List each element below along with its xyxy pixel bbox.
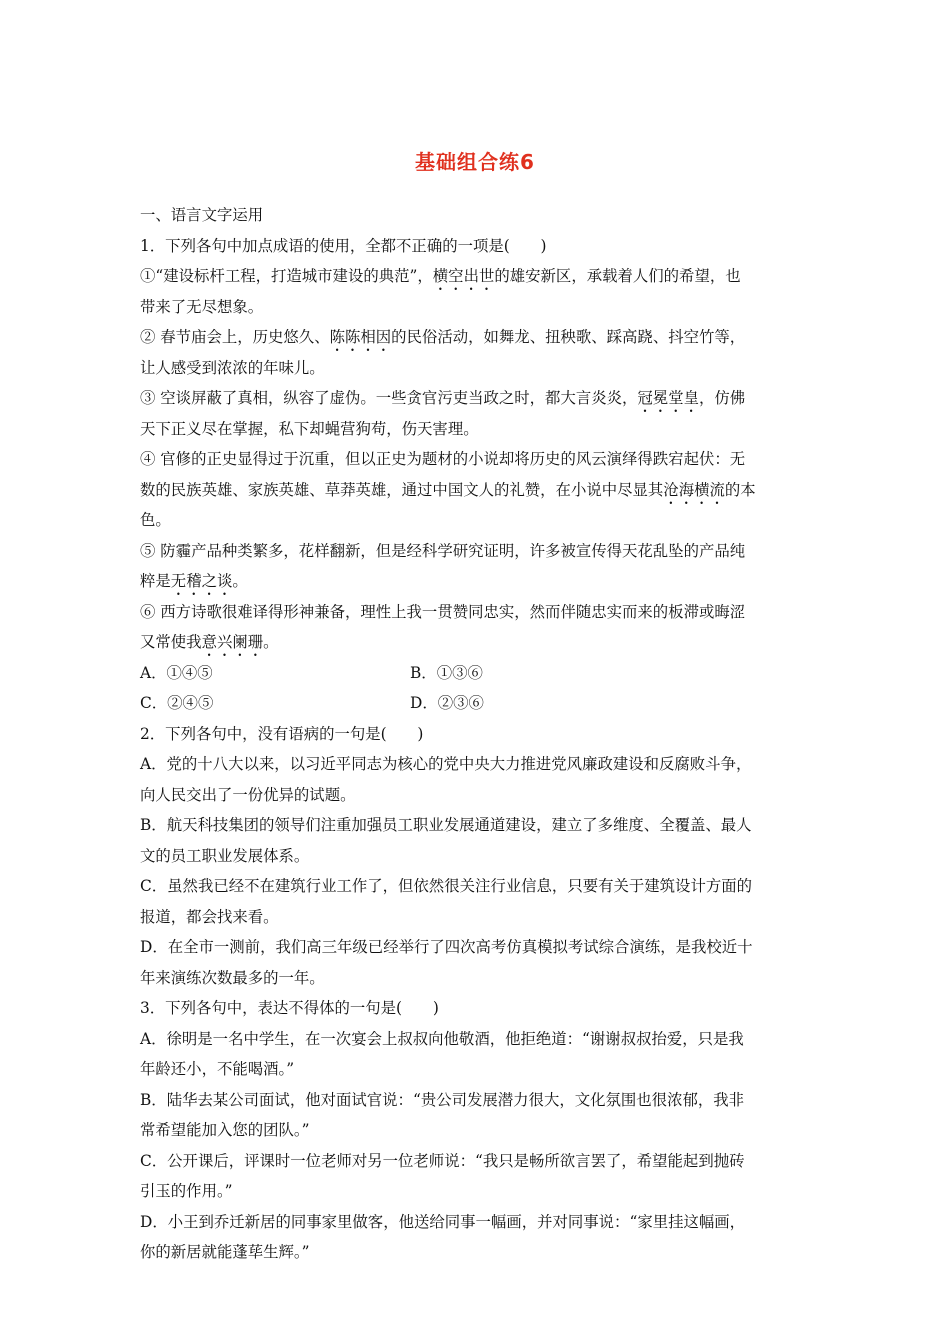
question-2-stem: 2．下列各句中，没有语病的一句是( )	[140, 724, 424, 743]
q3-option-a-line-1: A．徐明是一名中学生，在一次宴会上叔叔向他敬酒，他拒绝道：“谢谢叔叔抬爱，只是我	[140, 1029, 744, 1048]
dotted-idiom: 意兴阑珊	[201, 633, 264, 651]
dotted-idiom: 冠冕堂皇	[637, 389, 699, 407]
q1-option-a: A．①④⑤	[140, 663, 213, 682]
dotted-idiom: 沧海横流	[663, 480, 725, 499]
q1-sentence-5-line-2: 粹是无稽之谈。	[140, 572, 248, 590]
q2-option-c-line-2: 报道，都会找来看。	[140, 907, 279, 926]
q1-sentence-1-line-1: ①“建设标杆工程，打造城市建设的典范”，横空出世的雄安新区，承载着人们的希望，也	[140, 267, 741, 285]
q3-option-c-line-1: C．公开课后，评课时一位老师对另一位老师说：“我只是畅所欲言罢了，希望能起到抛砖	[140, 1151, 745, 1170]
q1-sentence-4-line-2: 数的民族英雄、家族英雄、草莽英雄，通过中国文人的礼赞，在小说中尽显其沧海横流的本	[140, 480, 756, 499]
q1-sentence-6-line-2: 又常使我意兴阑珊。	[140, 633, 279, 651]
document-body	[140, 200, 812, 1268]
q3-option-a-line-2: 年龄还小，不能喝酒。”	[140, 1060, 295, 1078]
q3-option-d-line-1: D．小王到乔迁新居的同事家里做客，他送给同事一幅画，并对同事说：“家里挂这幅画，	[140, 1212, 746, 1231]
page-title: 基础组合练6	[415, 150, 535, 174]
q3-option-c-line-2: 引玉的作用。”	[140, 1182, 233, 1200]
q1-sentence-6-line-1: ⑥ 西方诗歌很难译得形神兼备，理性上我一贯赞同忠实，然而伴随忠实而来的板滞或晦涩	[140, 602, 746, 621]
q3-option-b-line-1: B．陆华去某公司面试，他对面试官说：“贵公司发展潜力很大，文化氛围也很浓郁，我非	[140, 1090, 745, 1109]
q1-sentence-4-line-1: ④ 官修的正史显得过于沉重，但以正史为题材的小说却将历史的风云演绎得跌宕起伏：无	[140, 450, 746, 468]
q2-option-b-line-1: B．航天科技集团的领导们注重加强员工职业发展通道建设，建立了多维度、全覆盖、最人	[140, 816, 752, 834]
q2-option-a-line-2: 向人民交出了一份优异的试题。	[140, 785, 356, 804]
q1-sentence-3-line-1: ③ 空谈屏蔽了真相，纵容了虚伪。一些贪官污吏当政之时，都大言炎炎，冠冕堂皇，仿佛	[140, 389, 746, 407]
q1-option-b: B．①③⑥	[410, 663, 483, 682]
q2-option-a-line-1: A．党的十八大以来，以习近平同志为核心的党中央大力推进党风廉政建设和反腐败斗争，	[140, 755, 752, 773]
question-3-stem: 3．下列各句中，表达不得体的一句是( )	[140, 999, 439, 1017]
q1-sentence-1-line-2: 带来了无尽想象。	[140, 297, 264, 316]
dotted-idiom: 横空出世	[432, 267, 495, 285]
dotted-idiom: 无稽之谈	[170, 572, 233, 590]
q3-option-b-line-2: 常希望能加入您的团队。”	[140, 1121, 310, 1139]
q1-sentence-5-line-1: ⑤ 防霾产品种类繁多，花样翻新，但是经科学研究证明，许多被宣传得天花乱坠的产品纯	[140, 541, 746, 560]
question-1-stem: 1．下列各句中加点成语的使用，全都不正确的一项是( )	[140, 236, 547, 255]
q2-option-d-line-1: D．在全市一测前，我们高三年级已经举行了四次高考仿真模拟考试综合演练，是我校近十	[140, 938, 753, 956]
q1-sentence-2-line-1: ② 春节庙会上，历史悠久、陈陈相因的民俗活动，如舞龙、扭秧歌、踩高跷、抖空竹等，	[140, 328, 746, 346]
q2-option-b-line-2: 文的员工职业发展体系。	[140, 846, 310, 865]
q1-option-d: D．②③⑥	[410, 694, 484, 712]
q1-sentence-4-line-3: 色。	[140, 511, 171, 529]
q2-option-c-line-1: C．虽然我已经不在建筑行业工作了，但依然很关注行业信息，只要有关于建筑设计方面的	[140, 877, 753, 895]
q2-option-d-line-2: 年来演练次数最多的一年。	[140, 968, 325, 987]
q1-options-row-2	[140, 688, 812, 719]
q1-option-c: C．②④⑤	[140, 694, 214, 712]
q1-sentence-3-line-2: 天下正义尽在掌握，私下却蝇营狗苟，伤天害理。	[140, 419, 479, 438]
q1-options-row-1	[140, 658, 812, 689]
q1-sentence-2-line-2: 让人感受到浓浓的年味儿。	[140, 358, 325, 377]
section-heading: 一、语言文字运用	[140, 206, 264, 224]
q3-option-d-line-2: 你的新居就能蓬荜生辉。”	[140, 1243, 310, 1261]
dotted-idiom: 陈陈相因	[329, 328, 392, 346]
